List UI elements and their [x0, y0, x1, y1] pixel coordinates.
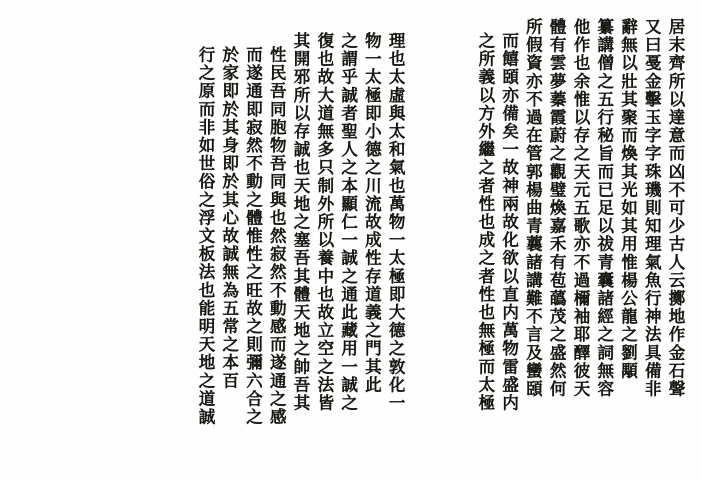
text-column: 之謂乎誠者聖人之本顯仁一誠之通此藏用一誠之 — [338, 32, 358, 413]
text-column: 又曰戞金擊玉字字珠璣則知理氣魚行神法具備非 — [642, 18, 662, 399]
left-page — [193, 18, 407, 466]
text-column: 而遂通即寂然不動之體惟性之旺故之則彌六合之 — [243, 46, 263, 427]
text-column: 行之原而非如世俗之浮文板法也能明天地之道誠 — [195, 46, 215, 427]
text-column: 物一太極即小德之川流故成性存道義之門其此 — [362, 32, 382, 394]
text-column: 其開邪所以存誠也天地之塞吾其體天地之帥吾其 — [291, 32, 311, 413]
text-column: 體有雲夢蓁霞蔚之觀璧煥嘉禾有苞蘤茂之盛然何 — [547, 18, 567, 399]
text-column: 辭無以壯其聚而煥其光如其用惟楊公龍之劉顒 — [618, 18, 638, 380]
text-column: 於家即於其身即於其心故誠無為五常之本百 — [219, 46, 239, 390]
text-column: 性民吾同胞物吾同與也然寂然不動感而遂通之感 — [267, 46, 287, 427]
text-column: 之所義以方外繼之者性也成之者性也無極而太極 — [475, 32, 495, 413]
text-column: 理也太虛與太和氣也萬物一太極即大德之敦化一 — [386, 32, 406, 413]
text-column: 而饎頣亦備矣一故神兩故化欲以直内萬物雷盛内 — [499, 32, 519, 413]
text-column: 居末齊所以達意而凶不可少古人云擲地作金石聲 — [666, 18, 685, 399]
right-page — [473, 18, 687, 466]
text-column: 他作也余惟以存之天元五歌亦不過檷袖耶醳彼天 — [570, 18, 590, 399]
text-column: 復也故大道無多只制外所以養中也故立空之法皆 — [314, 32, 334, 413]
text-column: 所假資亦不過在管郭楊曲青蘘諸講難不言及蠻頣 — [523, 18, 543, 399]
text-column: 纂講僧之五行秘旨而已足以祓青囊諸經之詞無容 — [594, 18, 614, 399]
